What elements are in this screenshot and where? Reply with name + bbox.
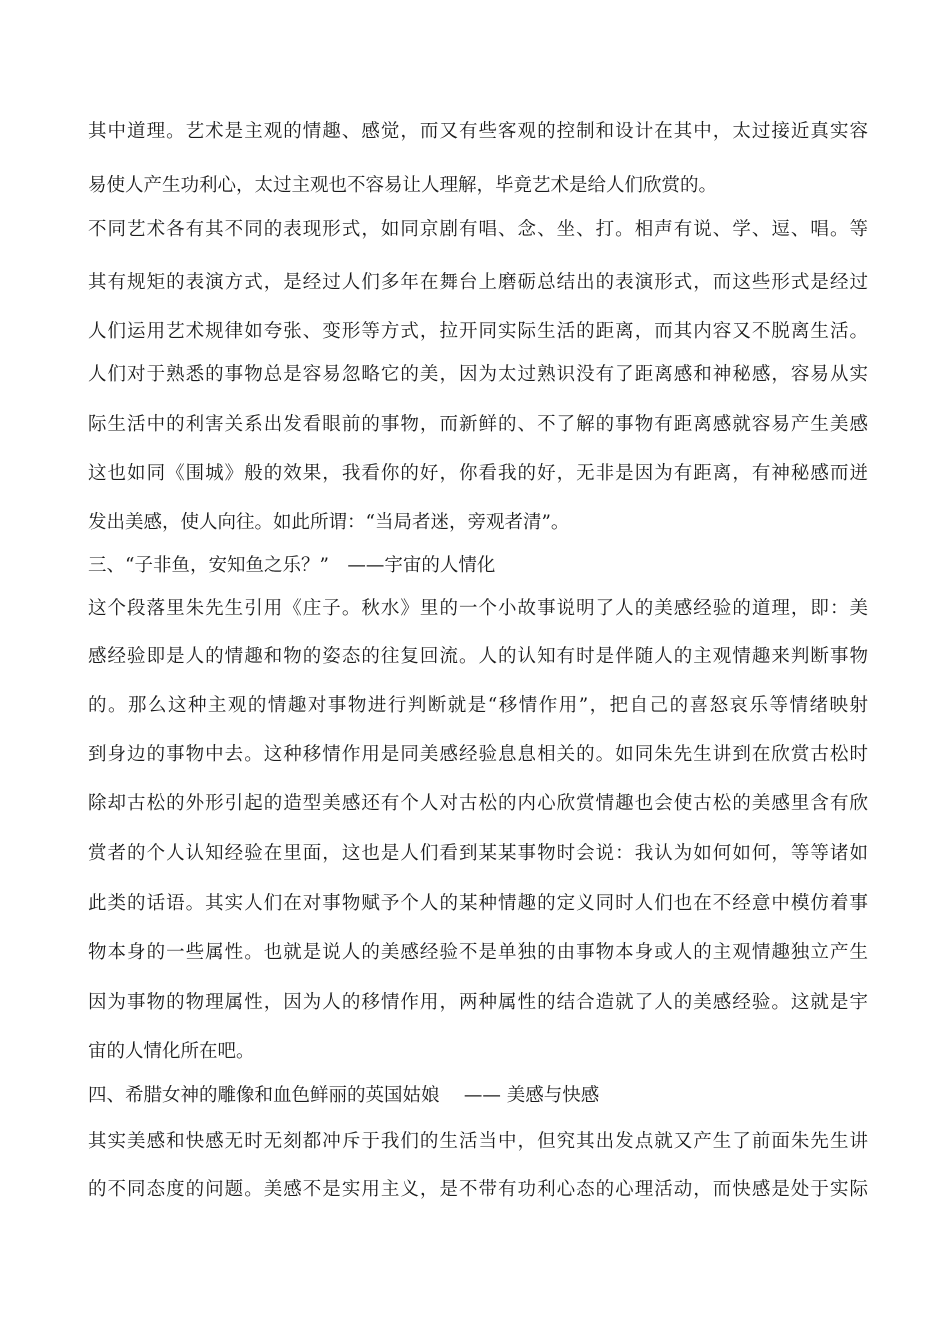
text-line: 其实美感和快感无时无刻都冲斥于我们的生活当中，但究其出发点就又产生了前面朱先生讲 (88, 1131, 868, 1152)
text-line: 易使人产生功利心，太过主观也不容易让人理解，毕竟艺术是给人们欣赏的。 (88, 175, 718, 196)
text-line: 不同艺术各有其不同的表现形式，如同京剧有唱、念、坐、打。相声有说、学、逗、唱。等 (88, 219, 868, 240)
section-heading: 四、希腊女神的雕像和血色鲜丽的英国姑娘 —— 美感与快感 (88, 1085, 600, 1106)
text-line: 这个段落里朱先生引用《庄子。秋水》里的一个小故事说明了人的美感经验的道理，即：美 (88, 598, 868, 619)
text-line: 其有规矩的表演方式，是经过人们多年在舞台上磨砺总结出的表演形式，而这些形式是经过 (88, 272, 868, 293)
text-line: 人们运用艺术规律如夸张、变形等方式，拉开同实际生活的距离，而其内容又不脱离生活。 (88, 321, 868, 342)
section-heading: 三、“子非鱼，安知鱼之乐？” ——宇宙的人情化 (88, 555, 496, 576)
text-line: 宙的人情化所在吧。 (88, 1041, 255, 1062)
text-line: 到身边的事物中去。这种移情作用是同美感经验息息相关的。如同朱先生讲到在欣赏古松时 (88, 744, 868, 765)
text-line: 的。那么这种主观的情趣对事物进行判断就是“移情作用”，把自己的喜怒哀乐等情绪映射 (88, 695, 868, 716)
text-line: 发出美感，使人向往。如此所谓：“当局者迷，旁观者清”。 (88, 512, 570, 533)
text-line: 的不同态度的问题。美感不是实用主义，是不带有功利心态的心理活动，而快感是处于实际 (88, 1179, 868, 1200)
text-line: 其中道理。艺术是主观的情趣、感觉，而又有些客观的控制和设计在其中，太过接近真实容 (88, 121, 868, 142)
text-line: 赏者的个人认知经验在里面，这也是人们看到某某事物时会说：我认为如何如何，等等诸如 (88, 843, 868, 864)
text-line: 感经验即是人的情趣和物的姿态的往复回流。人的认知有时是伴随人的主观情趣来判断事物 (88, 646, 868, 667)
text-line: 因为事物的物理属性，因为人的移情作用，两种属性的结合造就了人的美感经验。这就是宇 (88, 992, 868, 1013)
text-line: 人们对于熟悉的事物总是容易忽略它的美，因为太过熟识没有了距离感和神秘感，容易从实 (88, 364, 868, 385)
text-line: 这也如同《围城》般的效果，我看你的好，你看我的好，无非是因为有距离，有神秘感而迸 (88, 463, 868, 484)
text-line: 际生活中的利害关系出发看眼前的事物，而新鲜的、不了解的事物有距离感就容易产生美感 (88, 414, 868, 435)
text-line: 物本身的一些属性。也就是说人的美感经验不是单独的由事物本身或人的主观情趣独立产生 (88, 942, 868, 963)
text-line: 除却古松的外形引起的造型美感还有个人对古松的内心欣赏情趣也会使古松的美感里含有欣 (88, 793, 868, 814)
text-line: 此类的话语。其实人们在对事物赋予个人的某种情趣的定义同时人们也在不经意中模仿着事 (88, 893, 868, 914)
